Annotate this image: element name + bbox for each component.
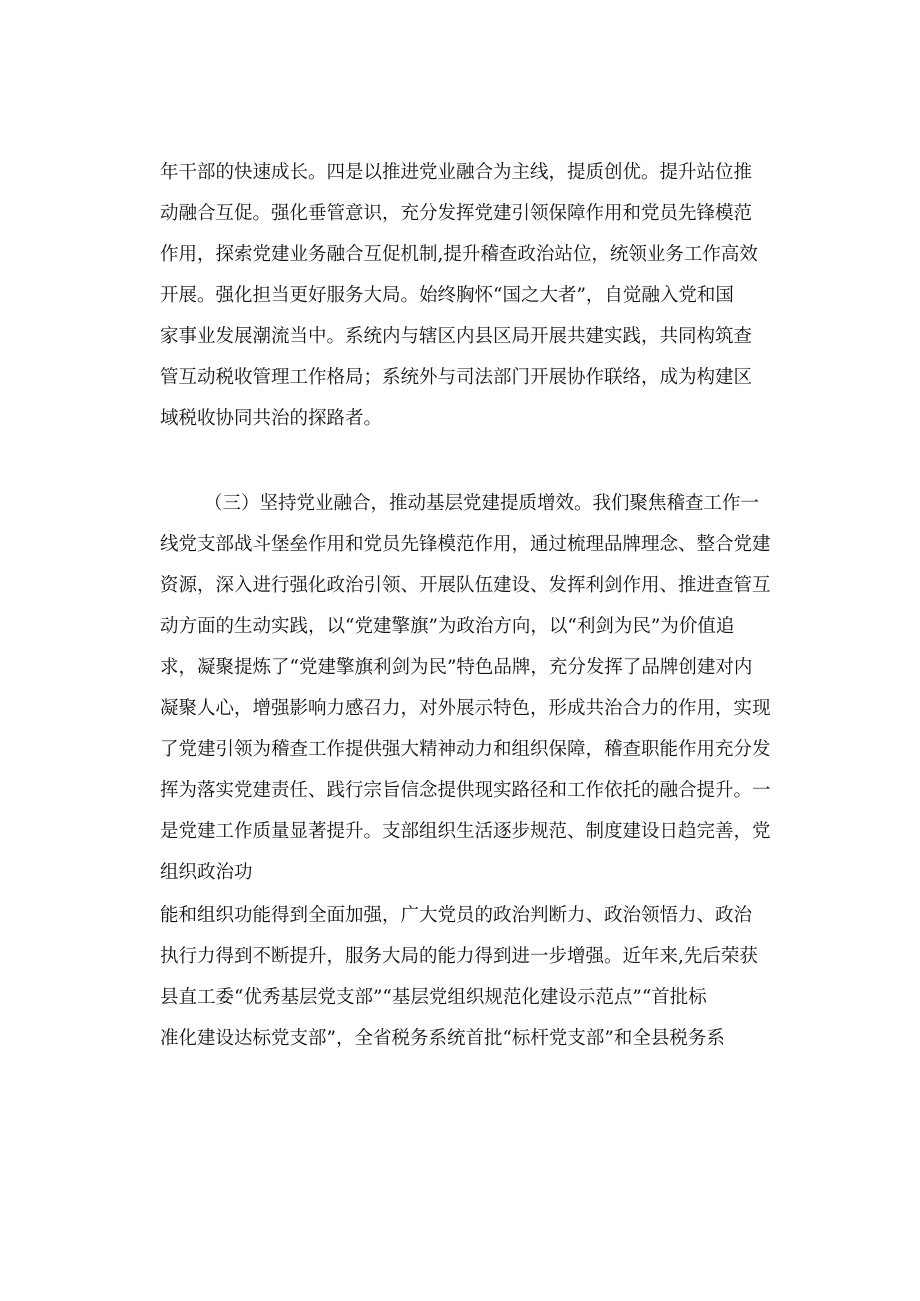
paragraph-line-7: 域税收协同共治的探路者。 [160, 408, 383, 429]
paragraph-line-13: 凝聚人心，增强影响力感召力，对外展示特色，形成共治合力的作用，实现 [160, 698, 771, 719]
paragraph-line-10: 资源，深入进行强化政治引领、开展队伍建设、发挥利剑作用、推进查管互 [160, 575, 771, 596]
paragraph-line-1: 年干部的快速成长。四是以推进党业融合为主线，提质创优。提升站位推 [160, 162, 753, 183]
paragraph-line-4: 开展。强化担当更好服务大局。始终胸怀“国之大者”，自觉融入党和国 [160, 285, 734, 306]
paragraph-line-18: 能和组织功能得到全面加强，广大党员的政治判断力、政治领悟力、政治 [160, 905, 753, 926]
paragraph-line-9: 线党支部战斗堡垒作用和党员先锋模范作用，通过梳理品牌理念、整合党建 [160, 534, 771, 555]
paragraph-line-20: 县直工委“优秀基层党支部”“基层党组织规范化建设示范点”“首批标 [160, 987, 707, 1008]
paragraph-line-16: 是党建工作质量显著提升。支部组织生活逐步规范、制度建设日趋完善，党 [160, 821, 771, 842]
section-heading-line: （三）坚持党业融合，推动基层党建提质增效。我们聚焦稽查工作一 [204, 493, 760, 514]
paragraph-line-12: 求，凝聚提炼了“党建擎旗利剑为民”特色品牌，充分发挥了品牌创建对内 [160, 657, 753, 678]
paragraph-line-15: 挥为落实党建责任、践行宗旨信念提供现实路径和工作依托的融合提升。一 [160, 780, 771, 801]
paragraph-line-6: 管互动税收管理工作格局；系统外与司法部门开展协作联络，成为构建区 [160, 367, 753, 388]
paragraph-line-11: 动方面的生动实践，以“党建擎旗”为政治方向，以“利剑为民”为价值追 [160, 616, 735, 637]
paragraph-line-3: 作用，探索党建业务融合互促机制,提升稽查政治站位，统领业务工作高效 [160, 244, 758, 265]
paragraph-line-5: 家事业发展潮流当中。系统内与辖区内县区局开展共建实践，共同构筑查 [160, 326, 753, 347]
paragraph-line-21: 准化建设达标党支部”，全省税务系统首批“标杆党支部”和全县税务系 [160, 1028, 725, 1049]
paragraph-line-2: 动融合互促。强化垂管意识，充分发挥党建引领保障作用和党员先锋模范 [160, 203, 753, 224]
paragraph-line-14: 了党建引领为稽查工作提供强大精神动力和组织保障，稽查职能作用充分发 [160, 739, 771, 760]
paragraph-line-17: 组织政治功 [160, 862, 253, 883]
paragraph-line-19: 执行力得到不断提升，服务大局的能力得到进一步增强。近年来,先后荣获 [160, 946, 758, 967]
